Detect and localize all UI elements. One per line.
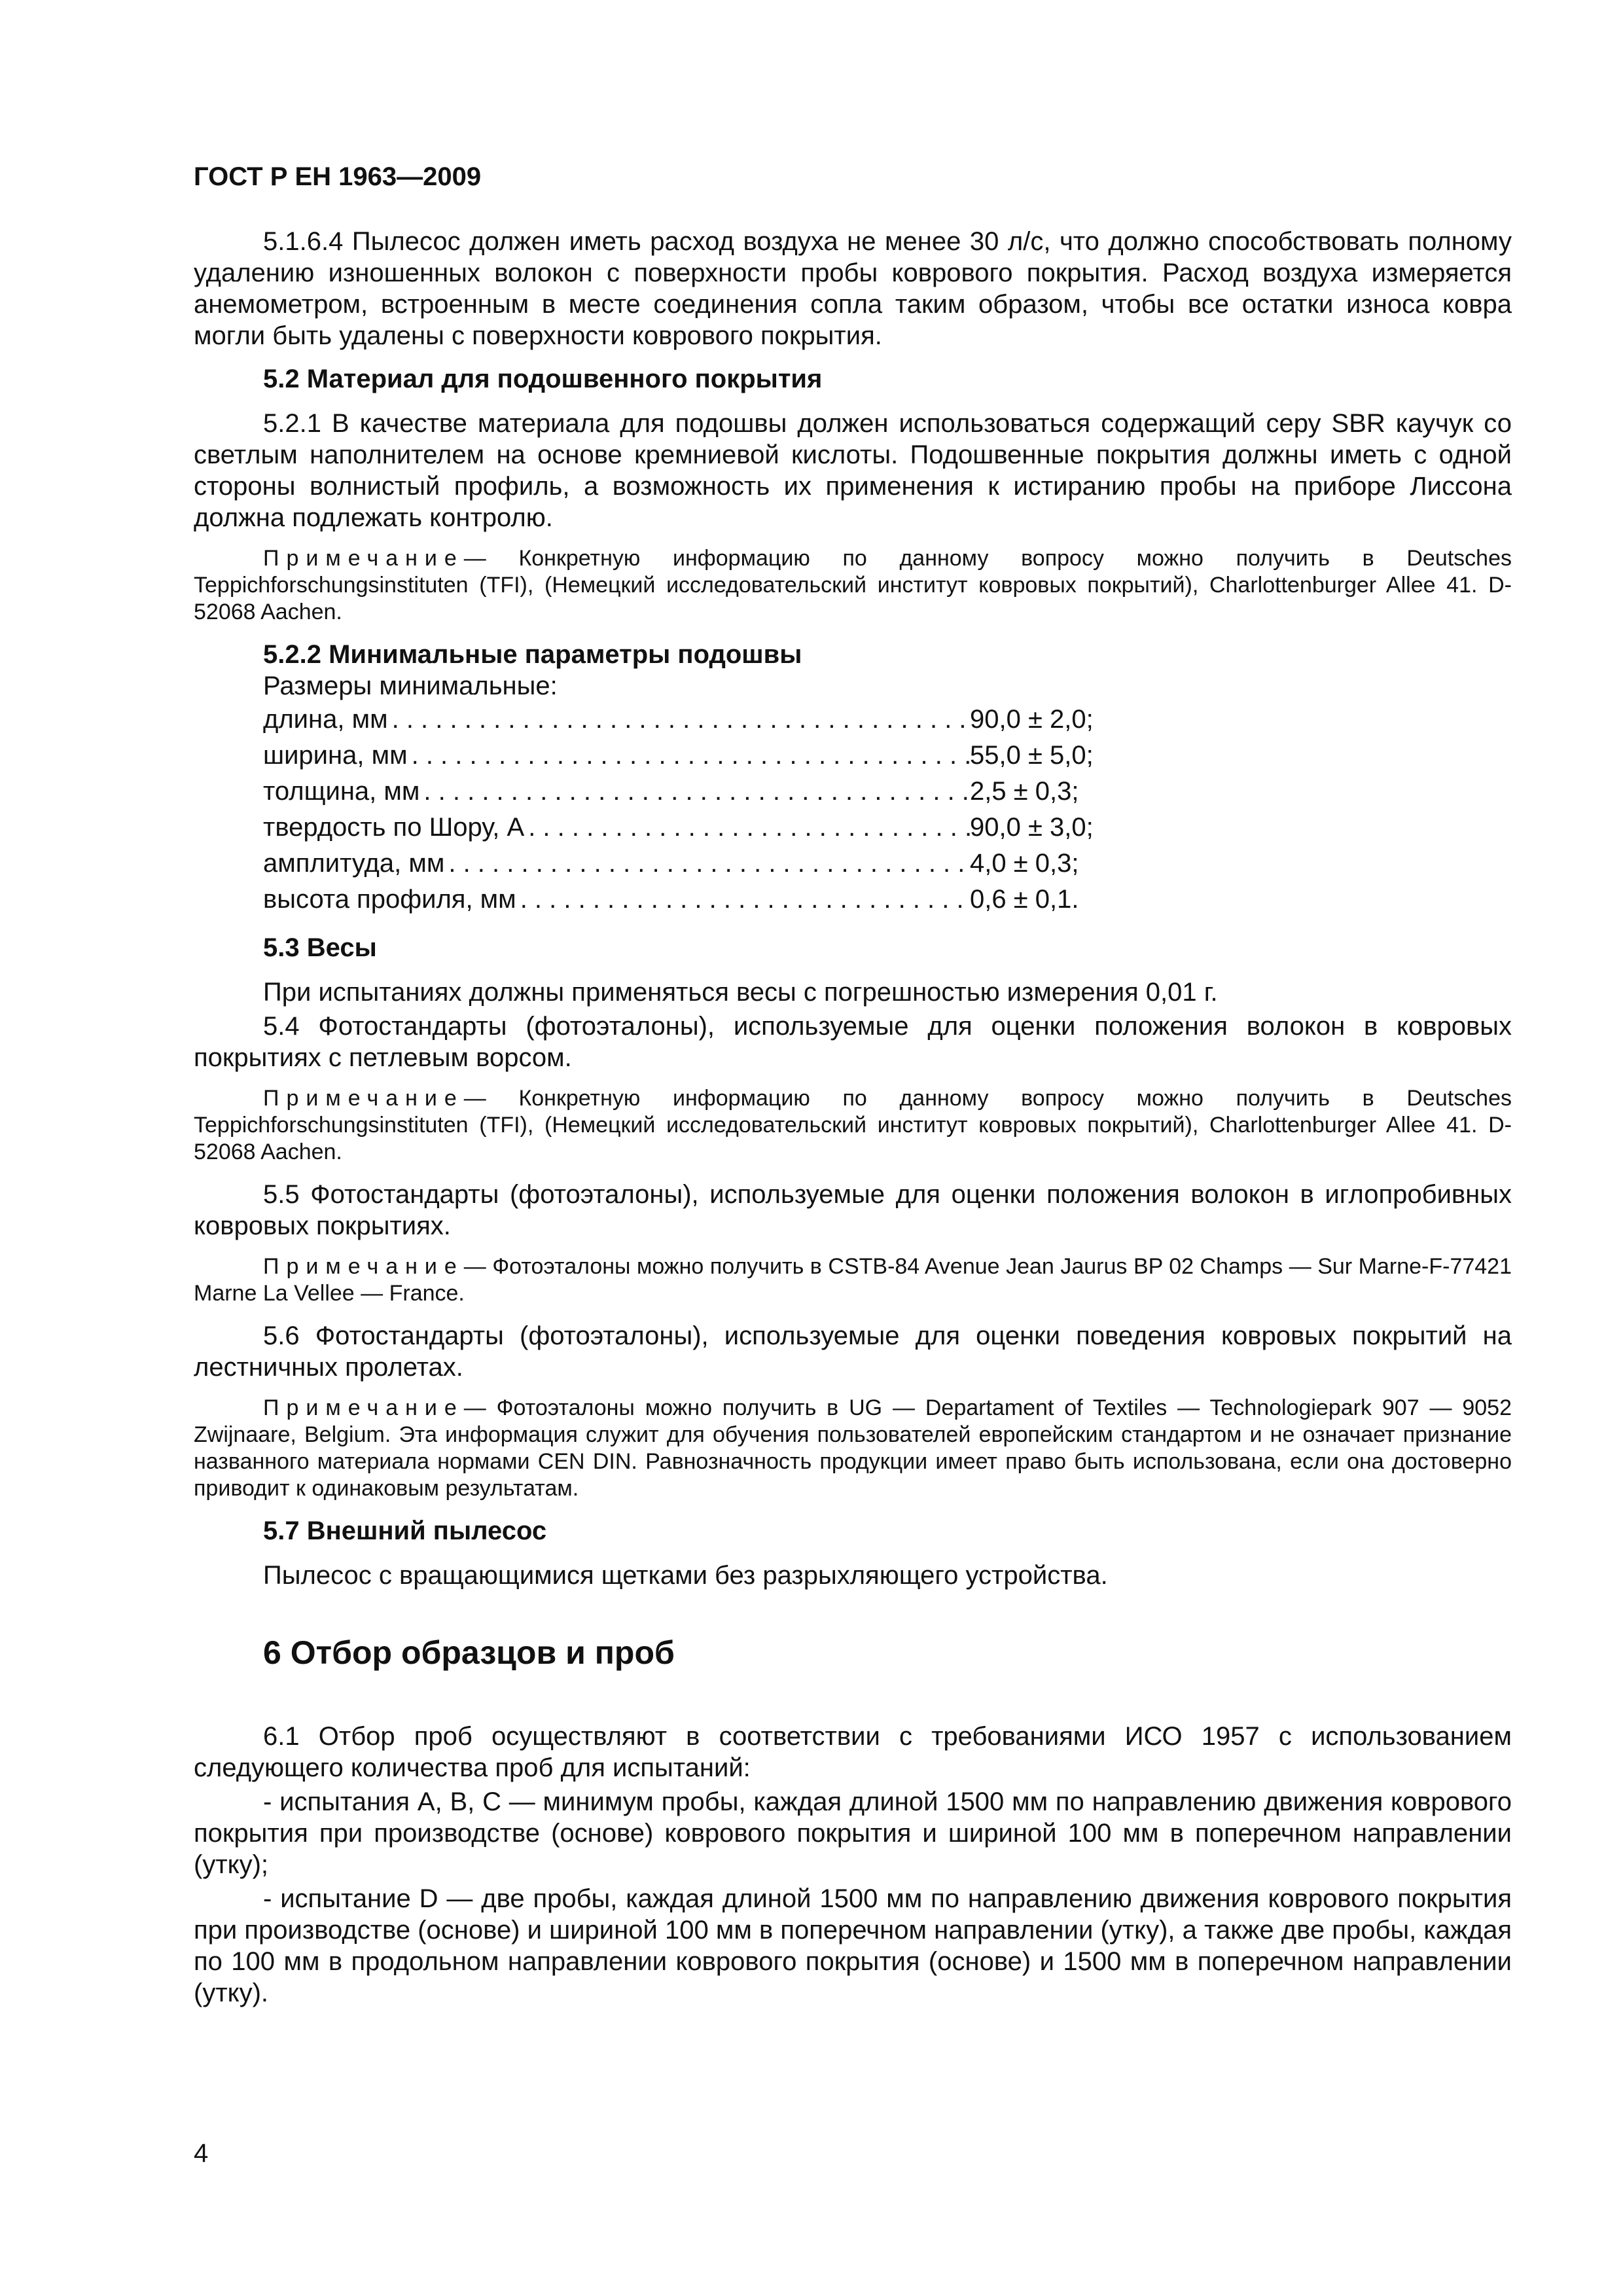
paragraph-5-3: При испытаниях должны применяться весы с погрешностью измерения 0,01 г. <box>263 978 1218 1007</box>
note-text: — Фотоэталоны можно получить в CSTB-84 Avenue Jean Jaurus BP 02 Champs — Sur Marne-F-77421 Marne La Vellee — France. <box>194 1254 1512 1306</box>
dimension-value: 90,0 ± 2,0; <box>970 705 1094 734</box>
dimension-row <box>263 738 1101 774</box>
heading-5-7: 5.7 Внешний пылесос <box>263 1516 547 1545</box>
dot-leader <box>444 846 970 882</box>
dimension-label: ширина, мм <box>263 741 408 770</box>
paragraph-5-4: 5.4 Фотостандарты (фотоэталоны), используемые для оценки положения волокон в ковровых покрытиях с петлевым ворсом. <box>194 1012 1512 1072</box>
dimension-label: длина, мм <box>263 705 388 734</box>
dimension-row <box>263 882 1101 918</box>
dot-leader <box>388 702 970 738</box>
sizes-title: Размеры минимальные: <box>263 672 558 700</box>
dimension-label: высота профиля, мм <box>263 885 516 914</box>
dot-leader <box>408 738 970 774</box>
dimension-value: 0,6 ± 0,1. <box>970 885 1079 914</box>
dimension-list <box>263 702 1101 918</box>
note-2 <box>194 1085 1512 1166</box>
note-1 <box>194 545 1512 626</box>
note-text: — Конкретную информацию по данному вопросу можно получить в Deutsches Teppichforschungsinstituten (TFI), (Немецкий исследовательский институт ковровых покрытий), Charlottenburger Allee 41. D-52068 Aachen. <box>194 1086 1512 1164</box>
paragraph-5-1-6-4: 5.1.6.4 Пылесос должен иметь расход воздуха не менее 30 л/с, что должно способствовать полному удалению изношенных волокон с поверхности пробы коврового покрытия. Расход воздуха измеряется анемометром, встроенным в месте соединения сопла таким образом, чтобы все остатки износа ковра могли быть удалены с поверхности коврового покрытия. <box>194 227 1512 350</box>
dimension-label: толщина, мм <box>263 777 420 806</box>
paragraph-6-1: 6.1 Отбор проб осуществляют в соответствии с требованиями ИСО 1957 с использованием следующего количества проб для испытаний: <box>194 1722 1512 1782</box>
list-item: - испытания А, В, С — минимум пробы, каждая длиной 1500 мм по направлению движения коврового покрытия при производстве (основе) коврового покрытия и шириной 100 мм в поперечном направлении (утку); <box>194 1787 1512 1879</box>
note-text: — Конкретную информацию по данному вопросу можно получить в Deutsches Teppichforschungsinstituten (TFI), (Немецкий исследовательский институт ковровых покрытий), Charlottenburger Allee 41. D-52068 Aachen. <box>194 546 1512 624</box>
heading-5-3: 5.3 Весы <box>263 933 377 962</box>
heading-5-2: 5.2 Материал для подошвенного покрытия <box>263 365 823 393</box>
document-body <box>194 226 1512 2011</box>
dimension-row <box>263 846 1101 882</box>
dimension-value: 2,5 ± 0,3; <box>970 777 1079 806</box>
note-label: Примечание <box>263 1254 464 1279</box>
paragraph-5-7: Пылесос с вращающимися щетками без разрыхляющего устройства. <box>263 1561 1108 1590</box>
dimension-row <box>263 810 1101 846</box>
dimension-label: твердость по Шору, А <box>263 813 525 842</box>
dimension-value: 4,0 ± 0,3; <box>970 849 1079 878</box>
note-label: Примечание <box>263 1395 464 1420</box>
dimension-row <box>263 702 1101 738</box>
dimension-row <box>263 774 1101 810</box>
note-label: Примечание <box>263 1086 464 1111</box>
page-number: 4 <box>194 2139 209 2168</box>
heading-5-2-2: 5.2.2 Минимальные параметры подошвы <box>263 640 802 669</box>
paragraph-5-5: 5.5 Фотостандарты (фотоэталоны), используемые для оценки положения волокон в иглопробивных ковровых покрытиях. <box>194 1180 1512 1240</box>
dimension-label: амплитуда, мм <box>263 849 445 878</box>
paragraph-5-2-1: 5.2.1 В качестве материала для подошвы должен использоваться содержащий серу SBR каучук со светлым наполнителем на основе кремниевой кислоты. Подошвенные покрытия должны иметь с одной стороны волнистый профиль, а возможность их применения к истиранию пробы на приборе Лиссона должна подлежать контролю. <box>194 409 1512 532</box>
standard-header: ГОСТ Р ЕН 1963—2009 <box>194 162 482 191</box>
dot-leader <box>419 774 970 810</box>
note-text: — Фотоэталоны можно получить в UG — Departament of Textiles — Technologiepark 907 — 9052 Zwijnaare, Belgium. Эта информация служит для обучения пользователей европейским стандартом и не означает признание названного материала нормами CEN DIN. Равнозначность продукции имеет право быть использована, если она достоверно приводит к одинаковым результатам. <box>194 1395 1512 1501</box>
note-3 <box>194 1253 1512 1307</box>
note-4 <box>194 1395 1512 1502</box>
dot-leader <box>524 810 970 846</box>
note-label: Примечание <box>263 546 464 571</box>
paragraph-5-6: 5.6 Фотостандарты (фотоэталоны), используемые для оценки поведения ковровых покрытий на лестничных пролетах. <box>194 1321 1512 1382</box>
list-item: - испытание D — две пробы, каждая длиной 1500 мм по направлению движения коврового покрытия при производстве (основе) и шириной 100 мм в поперечном направлении (утку), а также две пробы, каждая по 100 мм в продольном направлении коврового покрытия (основе) и 1500 мм в поперечном направлении (утку). <box>194 1884 1512 2007</box>
dot-leader <box>516 882 970 918</box>
dimension-value: 55,0 ± 5,0; <box>970 741 1094 770</box>
section-6-title: 6 Отбор образцов и проб <box>263 1634 675 1671</box>
dimension-value: 90,0 ± 3,0; <box>970 813 1094 842</box>
